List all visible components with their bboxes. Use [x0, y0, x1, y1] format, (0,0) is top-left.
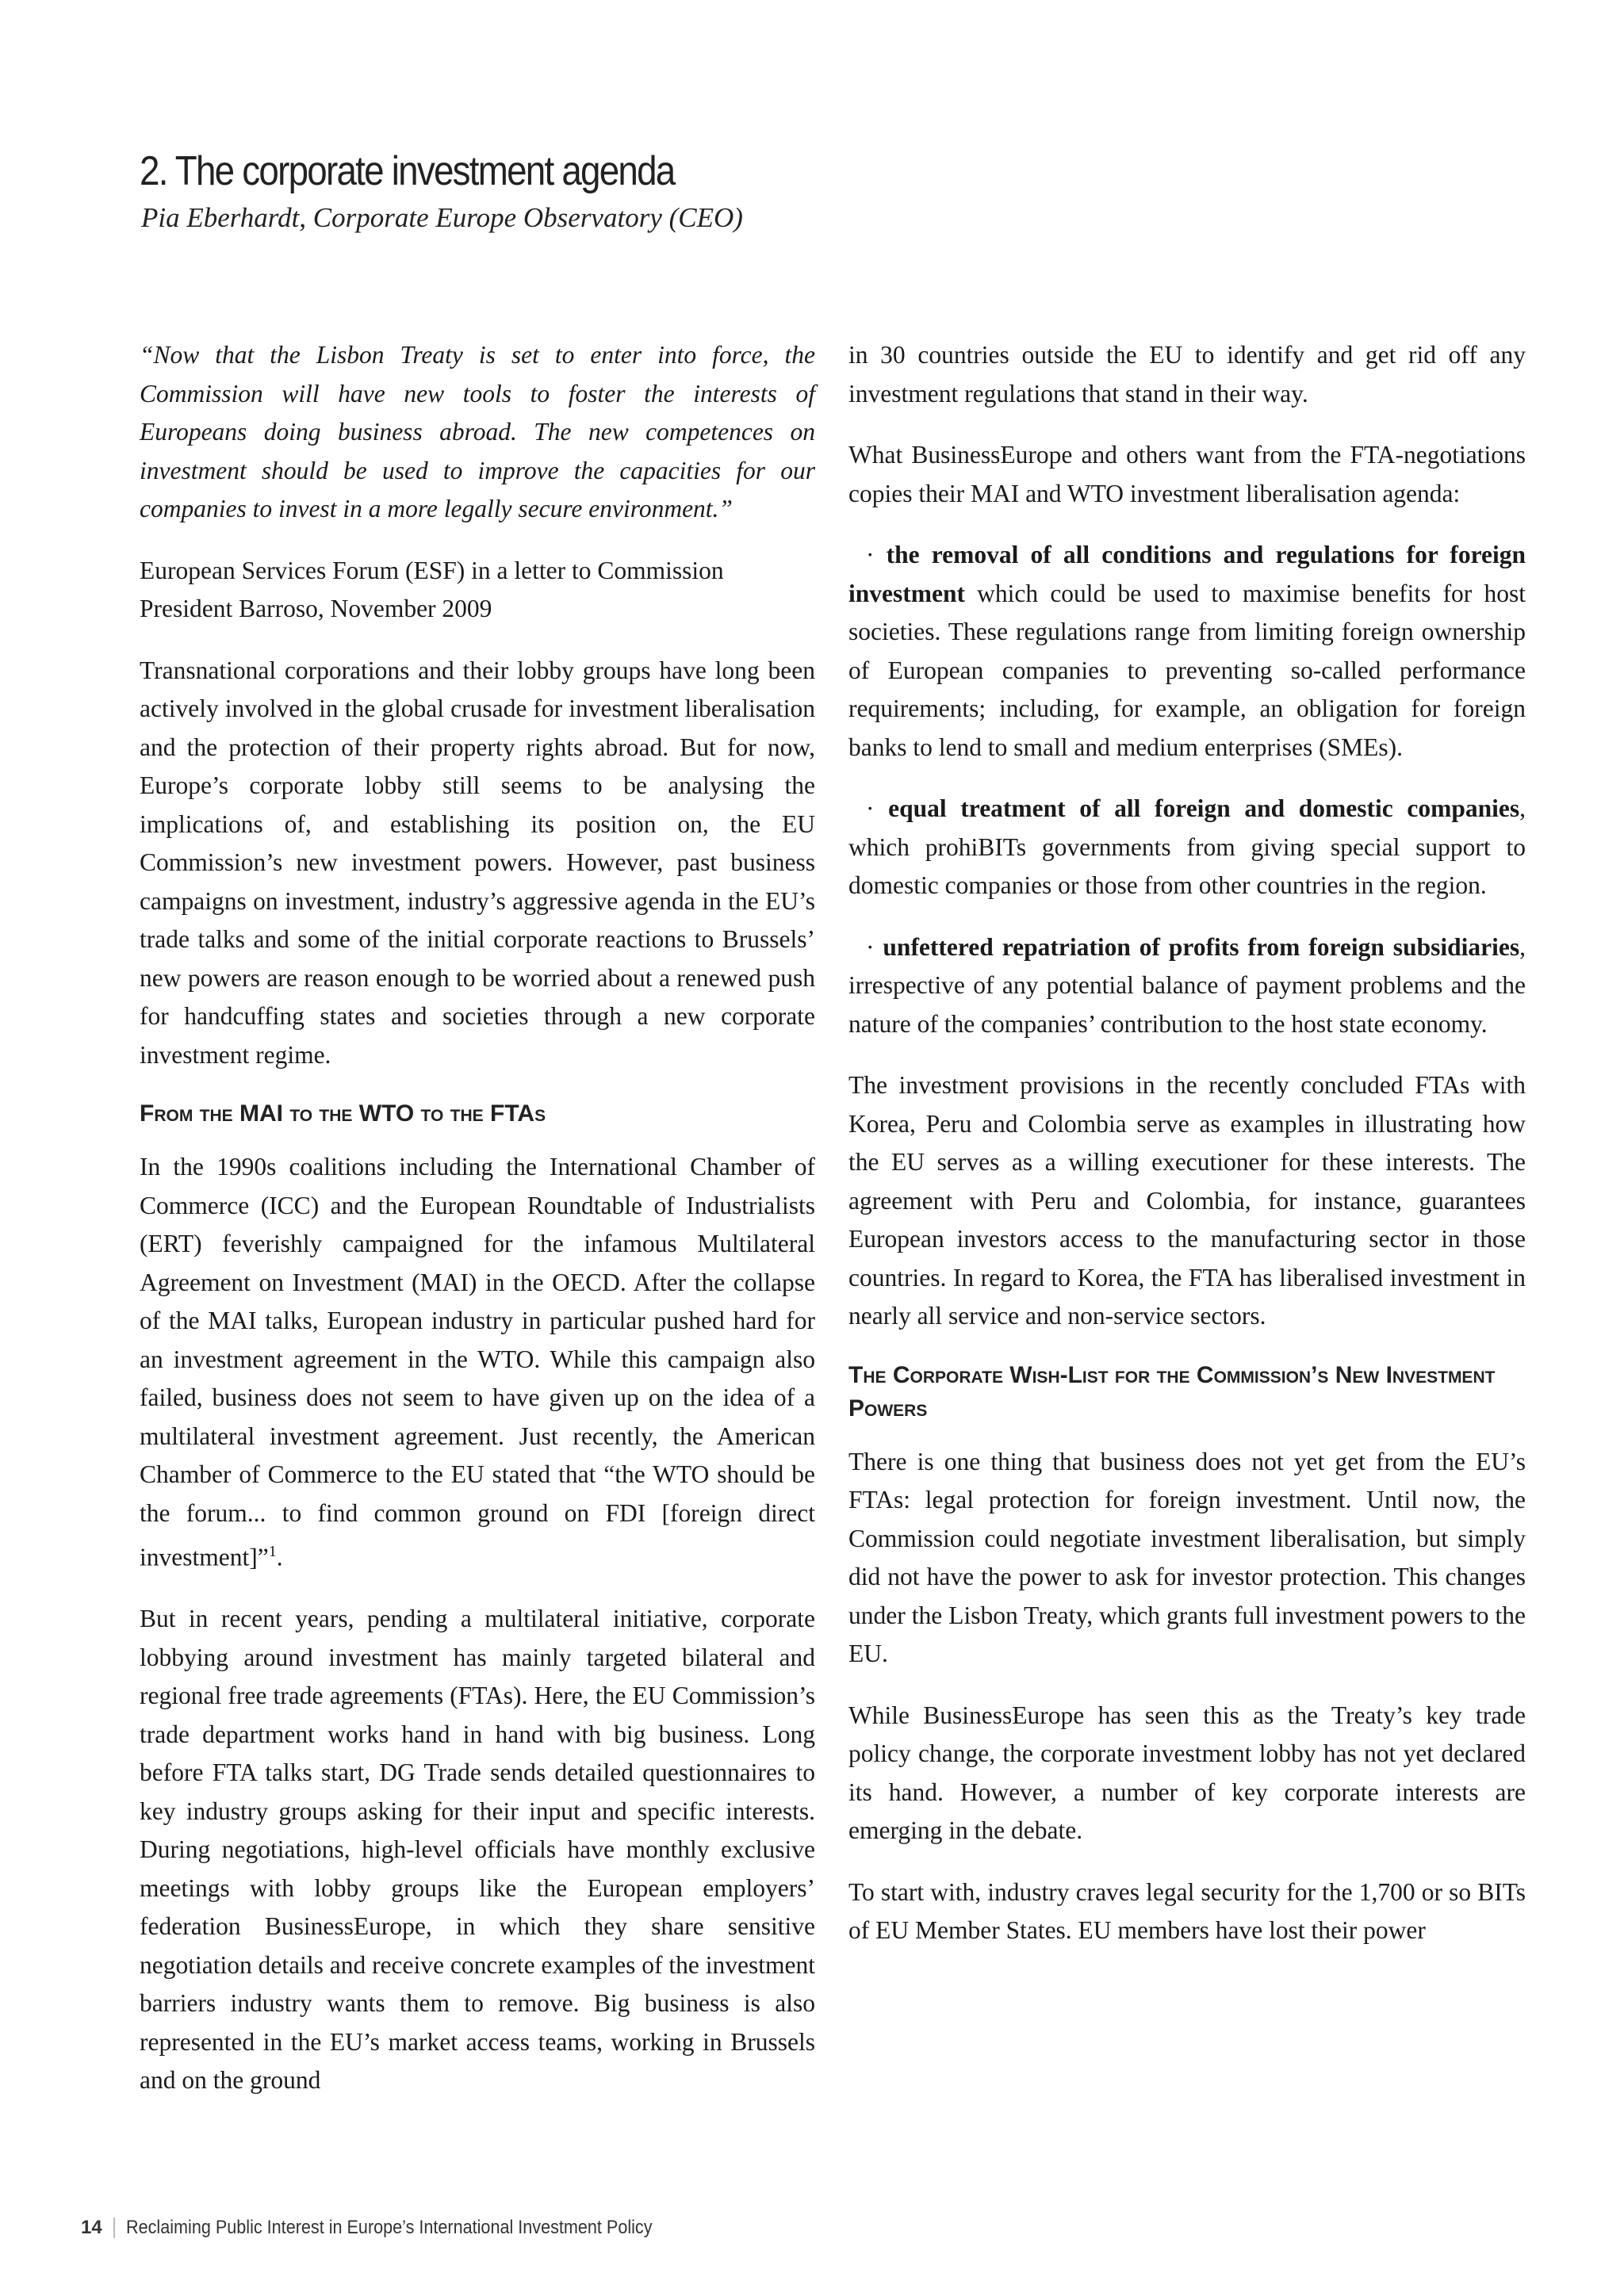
bullet-bold-text: unfettered repatriation of profits from foreign subsidiaries: [883, 932, 1520, 961]
paragraph-end: .: [276, 1543, 283, 1571]
body-paragraph: Transnational corporations and their lobby groups have long been actively involved in the global crusade for investment liberalisation and the protection of their property rights abroad. But for now, Europe’s corporate lobby still seems to be analysing the implications of, and establishing its position on, the EU Commission’s new investment powers. However, past business campaigns on investment, industry’s aggressive agenda in the EU’s trade talks and some of the initial corporate reactions to Brussels’ new powers are reason enough to be worried about a renewed push for handcuffing states and societies through a new corporate investment regime.: [140, 656, 815, 1069]
footer-divider: [113, 2218, 115, 2238]
bullet-text: , irrespective of any potential balance of payment problems and the nature of the companies’ contribution to the host state economy.: [848, 932, 1526, 1038]
bullet-item: [848, 790, 1526, 905]
body-paragraph: But in recent years, pending a multilateral initiative, corporate lobbying around investment has mainly targeted bilateral and regional free trade agreements (FTAs). Here, the EU Commission’s trade department works hand in hand with big business. Long before FTA talks start, DG Trade sends detailed questionnaires to key industry groups asking for their input and specific interests. During negotiations, high-level officials have monthly exclusive meetings with lobby groups like the European employers’ federation BusinessEurope, in which they share sensitive negotiation details and receive concrete examples of the investment barriers industry wants them to remove. Big business is also represented in the EU’s market access teams, working in Brussels and on the ground: [140, 1605, 815, 2094]
page-number: 14: [81, 2217, 102, 2238]
section-heading: The Corporate Wish-List for the Commission’s New Investment Powers: [848, 1361, 1496, 1422]
bullet-marker: ·: [866, 541, 875, 568]
footer-title: Reclaiming Public Interest in Europe’s International Investment Policy: [125, 2217, 653, 2238]
body-paragraph: There is one thing that business does not yet get from the EU’s FTAs: legal protection for foreign investment. Until now, the Commission could negotiate investment liberalisation, but simply did not have the power to ask for investor protection. This changes under the Lisbon Treaty, which grants full investment powers to the EU.: [848, 1447, 1526, 1667]
chapter-author: Pia Eberhardt, Corporate Europe Observatory (CEO): [141, 202, 743, 233]
body-paragraph: While BusinessEurope has seen this as the Treaty’s key trade policy change, the corporate investment lobby has not yet declared its hand. However, a number of key corporate interests are emerging in the debate.: [848, 1701, 1526, 1844]
section-heading: From the MAI to the WTO to the FTAs: [140, 1100, 546, 1127]
body-paragraph: [140, 1148, 815, 1577]
body-paragraph: in 30 countries outside the EU to identify and get rid off any investment regulations that stand in their way.: [848, 341, 1526, 408]
bullet-bold-text: equal treatment of all foreign and domestic companies: [888, 794, 1520, 822]
paragraph-text: In the 1990s coalitions including the International Chamber of Commerce (ICC) and the European Roundtable of Industrialists (ERT) feverishly campaigned for the infamous Multilateral Agreement on Investment (MAI) in the OECD. After the collapse of the MAI talks, European industry in particular pushed hard for an investment agreement in the WTO. While this campaign also failed, business does not seem to have given up on the idea of a multilateral investment agreement. Just recently, the American Chamber of Commerce to the EU stated that “the WTO should be the forum... to find common ground on FDI [foreign direct investment]”: [140, 1153, 815, 1571]
left-column: [140, 336, 815, 2123]
body-paragraph: To start with, industry craves legal security for the 1,700 or so BITs of EU Member States. EU members have lost their power: [848, 1877, 1526, 1944]
body-paragraph: The investment provisions in the recently concluded FTAs with Korea, Peru and Colombia serve as examples in illustrating how the EU serves as a willing executioner for these interests. The agreement with Peru and Colombia, for instance, guarantees European investors access to the manufacturing sector in those countries. In regard to Korea, the FTA has liberalised investment in nearly all service and non-service sectors.: [848, 1071, 1526, 1330]
right-column: [848, 336, 1526, 1973]
body-paragraph: What BusinessEurope and others want from the FTA-negotiations copies their MAI and WTO investment liberalisation agenda:: [848, 441, 1526, 507]
bullet-bold-text: the removal of all conditions and regulations for foreign investment: [848, 541, 1526, 607]
bullet-item: [848, 928, 1526, 1044]
page-footer: [81, 2217, 710, 2239]
chapter-title: 2. The corporate investment agenda: [140, 148, 675, 194]
opening-quote: “Now that the Lisbon Treaty is set to enter into force, the Commission will have new tools to foster the interests of Europeans doing business abroad. The new competences on investment should be used to improve the capacities for our companies to invest in a more legally secure environment.”: [140, 341, 815, 522]
bullet-text: , which prohiBITs governments from giving special support to domestic companies or those from other countries in the region.: [848, 794, 1526, 899]
bullet-item: [848, 536, 1526, 767]
bullet-marker: ·: [866, 932, 875, 961]
footnote-marker[interactable]: 1: [268, 1543, 277, 1560]
bullet-text: which could be used to maximise benefits for host societies. These regulations range from limiting foreign ownership of European companies to preventing so-called performance requirements; including, for example, an obligation for foreign banks to lend to small and medium enterprises (SMEs).: [848, 579, 1526, 761]
quote-source: European Services Forum (ESF) in a letter to Commission President Barroso, November 2009: [140, 556, 724, 622]
bullet-marker: ·: [866, 794, 875, 822]
